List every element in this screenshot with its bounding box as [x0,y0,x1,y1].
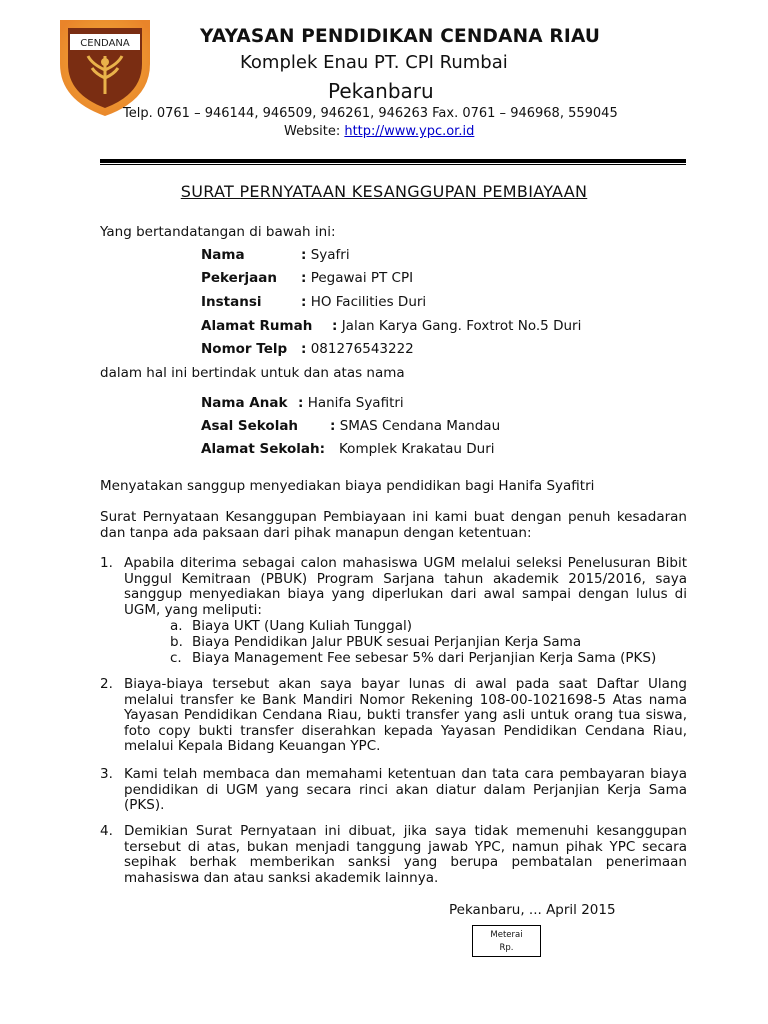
child-school-value: : SMAS Cendana Mandau [330,418,501,434]
sub-item [170,618,412,634]
signer-phone-label: Nomor Telp [201,341,288,357]
on-behalf-text: dalam hal ini bertindak untuk dan atas nama [100,365,405,381]
signer-addr-value: : Jalan Karya Gang. Foxtrot No.5 Duri [332,318,582,334]
list-item [100,556,687,618]
sub-item-letter: b. [170,634,183,650]
logo-text: CENDANA [80,38,130,49]
signer-inst-value: : HO Facilities Duri [301,294,427,310]
foundation-logo [52,12,158,120]
sub-item-letter: a. [170,618,183,634]
website-link[interactable]: http://www.ypc.or.id [344,124,475,139]
child-school-label: Asal Sekolah [201,418,299,434]
org-name: YAYASAN PENDIDIKAN CENDANA RIAU [200,26,601,47]
child-name-label: Nama Anak [201,395,288,411]
document-title-text: SURAT PERNYATAAN KESANGGUPAN PEMBIAYAAN [180,182,588,201]
terms-paragraph: Surat Pernyataan Kesanggupan Pembiayaan ini kami buat dengan penuh kesadaran dan tanpa ada paksaan dari pihak manapun dengan ketentuan: [100,509,687,541]
list-item [100,824,687,886]
header-divider [100,159,686,165]
signer-name-value: : Syafri [301,247,350,263]
signer-job: Pegawai PT CPI [310,270,414,286]
sub-item-text: Biaya UKT (Uang Kuliah Tunggal) [192,618,412,634]
stamp-duty-label: Meterai [490,930,523,940]
list-item-text: Apabila diterima sebagai calon mahasiswa UGM melalui seleksi Penelusuran Bibit Unggul Kemitraan (PBUK) Program Sarjana tahun akademik 2015/2016, saya sanggup menyediakan biaya yang diperlukan dari awal sampai dengan lulus di UGM, yang meliputi: [124,555,687,618]
org-city: Pekanbaru [328,79,434,103]
org-address: Komplek Enau PT. CPI Rumbai [240,52,508,73]
list-item-number: 2. [100,676,113,692]
signer-job-label: Pekerjaan [201,270,277,286]
sub-item [170,634,581,650]
signer-phone: 081276543222 [310,341,414,357]
org-phone: Telp. 0761 – 946144, 946509, 946261, 946263 Fax. 0761 – 946968, 559045 [123,106,618,121]
child-school-addr-label: Alamat Sekolah: [201,441,326,457]
signer-phone-value: : 081276543222 [301,341,414,357]
signer-addr: Jalan Karya Gang. Foxtrot No.5 Duri [341,318,582,334]
child-school: SMAS Cendana Mandau [339,418,501,434]
signer-inst-label: Instansi [201,294,262,310]
sub-item-letter: c. [170,650,182,666]
statement-text: Menyatakan sanggup menyediakan biaya pendidikan bagi Hanifa Syafitri [100,478,595,494]
signer-name-label: Nama [201,247,245,263]
child-name-value: : Hanifa Syafitri [298,395,404,411]
stamp-duty-box [472,925,541,957]
list-item [100,677,687,755]
list-item-number: 3. [100,766,113,782]
signer-name: Syafri [310,247,350,263]
list-item-number: 1. [100,555,113,571]
sub-item [170,650,656,666]
child-school-addr: Komplek Krakatau Duri [339,441,495,457]
child-name: Hanifa Syafitri [307,395,404,411]
list-item-text: Demikian Surat Pernyataan ini dibuat, jika saya tidak memenuhi kesanggupan tersebut di atas, bukan menjadi tanggung jawab YPC, namun pihak YPC secara sepihak berhak memberikan sanksi yang berupa pembatalan penerimaan mahasiswa dan atau sanksi akademik lainnya. [124,823,687,886]
signer-inst: HO Facilities Duri [310,294,427,310]
intro-text: Yang bertandatangan di bawah ini: [100,224,336,240]
signer-job-value: : Pegawai PT CPI [301,270,414,286]
signer-addr-label: Alamat Rumah [201,318,313,334]
website-label: Website: [284,124,341,139]
list-item-number: 4. [100,823,113,839]
list-item-text: Kami telah membaca dan memahami ketentuan dan tata cara pembayaran biaya pendidikan di UGM yang secara rinci akan diatur dalam Perjanjian Kerja Sama (PKS). [124,766,687,813]
list-item-text: Biaya-biaya tersebut akan saya bayar lunas di awal pada saat Daftar Ulang melalui transfer ke Bank Mandiri Nomor Rekening 108-00-1021698-5 Atas nama Yayasan Pendidikan Cendana Riau, bukti transfer yang asli untuk orang tua siswa, foto copy bukti transfer diserahkan kepada Yayasan Pendidikan Cendana Riau, melalui Kepala Bidang Keuangan YPC. [124,676,687,754]
list-item [100,767,687,814]
org-website [284,124,474,139]
stamp-duty-amount: Rp. [499,943,514,953]
sub-item-text: Biaya Management Fee sebesar 5% dari Perjanjian Kerja Sama (PKS) [192,650,657,666]
document-title [0,182,768,201]
place-date: Pekanbaru, ... April 2015 [449,902,616,918]
sub-item-text: Biaya Pendidikan Jalur PBUK sesuai Perjanjian Kerja Sama [192,634,582,650]
